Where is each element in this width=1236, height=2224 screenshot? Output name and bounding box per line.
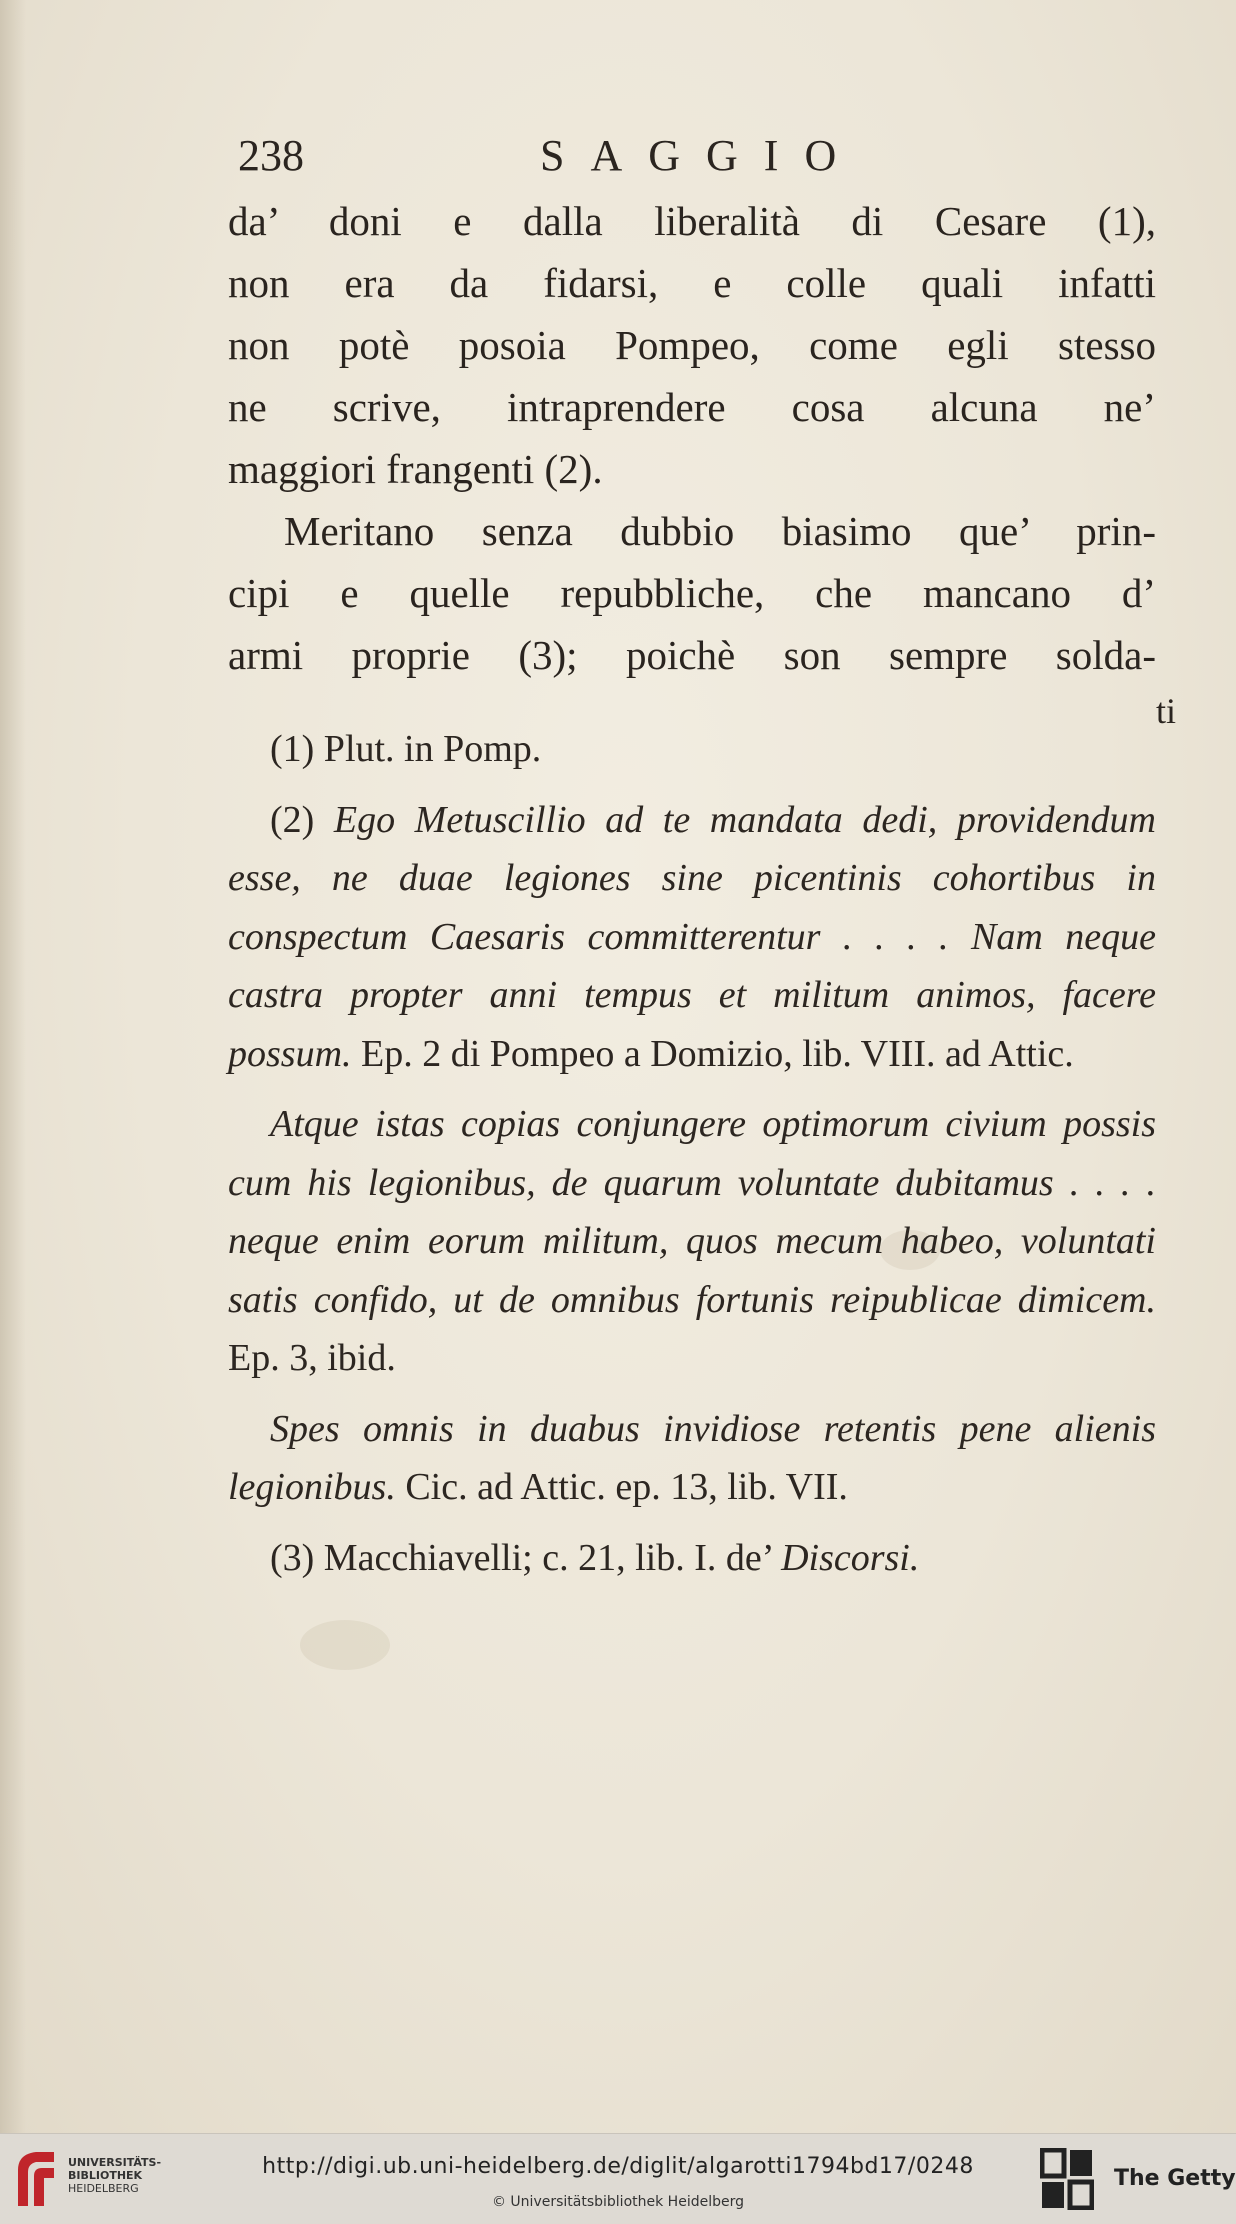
- text-line: da’ doni e dalla liberalità di Cesare (1),: [228, 198, 1156, 244]
- text-line: armi proprie (3); poichè son sempre solda-: [228, 632, 1156, 678]
- footnote-quote: Spes omnis in duabus invidiose retentis pene alienis legionibus.: [228, 1407, 1156, 1508]
- library-name-line: HEIDELBERG: [68, 2182, 139, 2195]
- text-line: cipi e quelle repubbliche, che mancano d’: [228, 570, 1156, 616]
- paper-stain: [300, 1620, 390, 1670]
- footnote-citation: Ep. 3, ibid.: [228, 1337, 396, 1379]
- page-number: 238: [238, 131, 304, 180]
- copyright-notice: © Universitätsbibliothek Heidelberg: [491, 2194, 744, 2210]
- footnote-quote: Ego Metuscillio ad te mandata dedi, providendum esse, ne duae legiones sine picentinis cohortibus in conspectum Caesaris committerentur . . . . Nam neque castra propter anni tempus et militum animos, facere possum.: [228, 798, 1156, 1075]
- footnote-title: Discorsi.: [781, 1536, 920, 1579]
- sponsor-name[interactable]: The Getty: [1114, 2166, 1236, 2191]
- footnote-marker: (2): [270, 798, 315, 841]
- text-line: maggiori frangenti (2).: [228, 446, 603, 492]
- library-name-line: BIBLIOTHEK: [68, 2169, 143, 2182]
- footnote-3: [228, 1529, 1156, 1588]
- text-line: non era da fidarsi, e colle quali infatti: [228, 260, 1156, 306]
- running-head: SAGGIO: [540, 131, 863, 180]
- footnote-citation: Cic. ad Attic. ep. 13, lib. VII.: [405, 1466, 848, 1508]
- text-line: non potè posoia Pompeo, come egli stesso: [228, 322, 1156, 368]
- footnote-2: [228, 791, 1156, 1084]
- viewer-footer: [0, 2133, 1236, 2224]
- footnote-citation: Ep. 2 di Pompeo a Domizio, lib. VIII. ad Attic.: [361, 1032, 1074, 1075]
- permalink-url[interactable]: http://digi.ub.uni-heidelberg.de/diglit/algarotti1794bd17/0248: [262, 2154, 974, 2179]
- page-header: [238, 130, 1158, 180]
- text-line: ne scrive, intraprendere cosa alcuna ne’: [228, 384, 1156, 430]
- footnote-1: (1) Plut. in Pomp.: [270, 728, 542, 770]
- main-text: [228, 190, 1156, 686]
- footnote-quote: Atque istas copias conjungere optimorum civium possis cum his legionibus, de quarum voluntate dubitamus . . . . neque enim eorum militum, quos mecum habeo, voluntati satis confido, ut de omnibus fortunis reipublicae dimicem.: [228, 1103, 1156, 1321]
- text-line: Meritano senza dubbio biasimo que’ prin-: [284, 508, 1156, 554]
- footnote-2-continuation: [228, 1400, 1156, 1517]
- footnotes: [228, 720, 1156, 1587]
- footnote-citation: (3) Macchiavelli; c. 21, lib. I. de’: [270, 1536, 772, 1579]
- library-name-line: UNIVERSITÄTS-: [68, 2156, 162, 2169]
- footnote-2-continuation: [228, 1095, 1156, 1388]
- catchword: ti: [1155, 691, 1176, 731]
- getty-logo-icon[interactable]: [1040, 2148, 1094, 2210]
